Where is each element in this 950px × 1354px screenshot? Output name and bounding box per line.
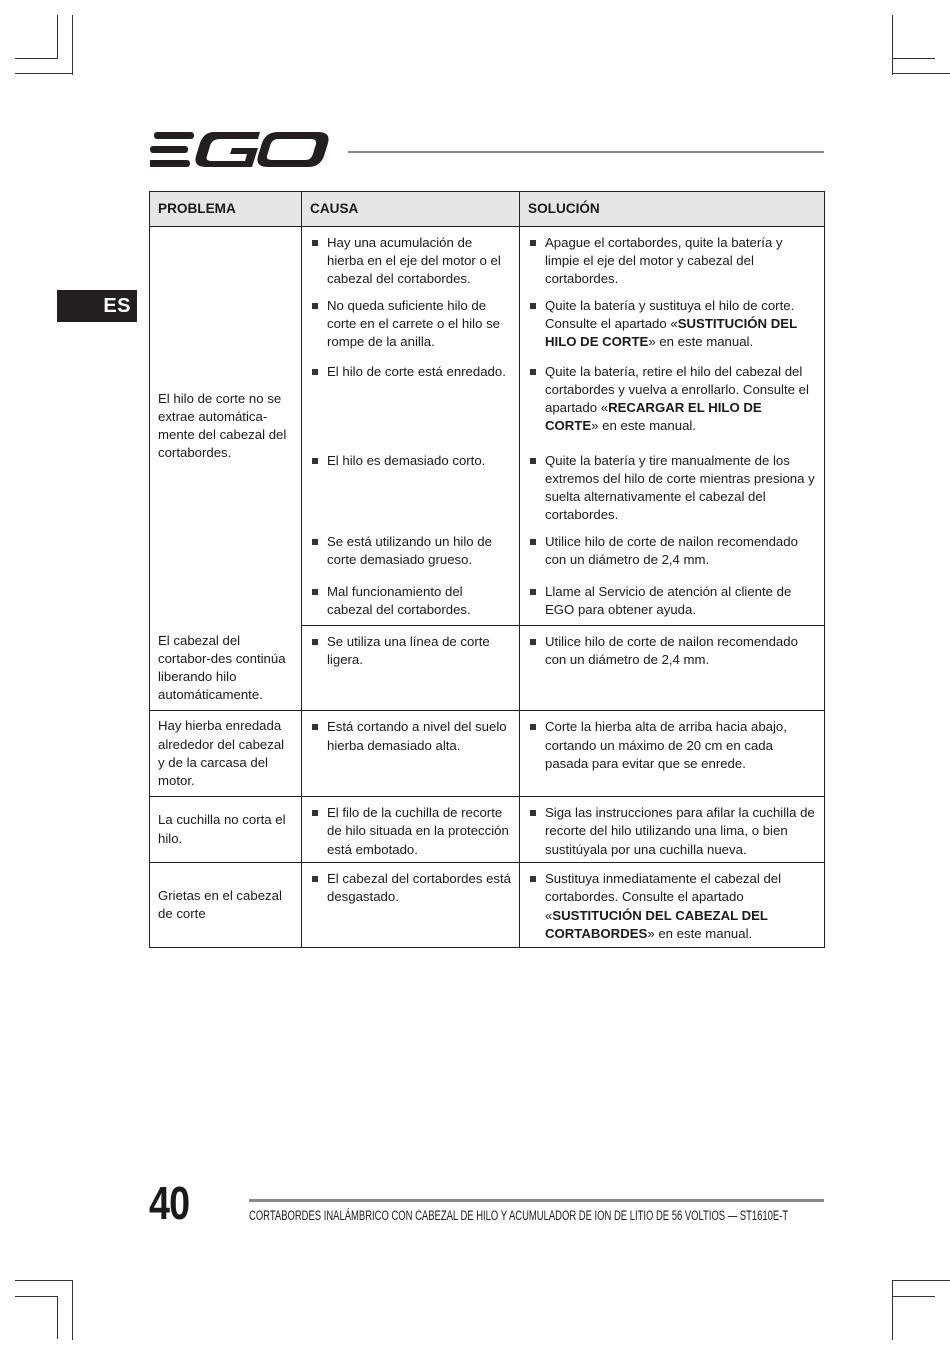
bullet-icon [530,639,536,645]
bullet-icon [530,369,536,375]
language-tab: ES [57,290,137,322]
bullet-icon [312,876,318,882]
solution-item [528,583,816,619]
solution-text [545,363,816,436]
cause-cell [302,227,520,294]
solution-cell [520,294,825,360]
cause-cell [302,626,520,711]
bullet-icon [312,810,318,816]
cause-cell [302,578,520,626]
problem-cell: El cabezal del cortabor-des continúa liberando hilo automáticamente. [150,626,302,711]
table-row [150,227,825,294]
problem-cell: La cuchilla no corta el hilo. [150,797,302,863]
crop-mark [892,1280,950,1281]
cause-text: No queda suficiente hilo de corte en el carrete o el hilo se rompe de la anilla. [327,297,500,349]
crop-mark [72,15,73,75]
table-row [150,863,825,948]
cause-cell [302,360,520,445]
footer-title: CORTABORDES INALÁMBRICO CON CABEZAL DE HILO Y ACUMULADOR DE ION DE LITIO DE 56 VOLTIOS — ST1610E-T [249,1208,789,1223]
bullet-icon [312,639,318,645]
cause-cell [302,711,520,797]
section-reference: SUSTITUCIÓN DEL CABEZAL DEL CORTABORDES [545,907,768,941]
crop-mark [15,1280,73,1281]
bullet-icon [312,589,318,595]
crop-mark [57,1296,58,1339]
cause-item [310,804,511,859]
bullet-icon [312,240,318,246]
solution-item [528,533,816,569]
solution-cell [520,626,825,711]
solution-text-part: Apague el cortabordes, quite la batería y limpie el eje del motor y cabezal del cortabordes. [545,235,783,287]
solution-text-part: Corte la hierba alta de arriba hacia abajo, cortando un máximo de 20 cm en cada pasada para evitar que se enrede. [545,719,787,771]
cause-item [310,870,511,906]
cause-text: El hilo de corte está enredado. [327,363,506,379]
column-header-solution: SOLUCIÓN [520,192,825,227]
solution-text-part: » en este manual. [648,333,754,349]
table-row [150,626,825,711]
footer-rule [249,1199,824,1202]
bullet-icon [312,458,318,464]
header-rule [348,151,824,153]
solution-cell [520,797,825,863]
solution-text [545,583,816,619]
table-body [150,227,825,948]
solution-text-part: » en este manual. [647,925,753,941]
bullet-icon [312,724,318,730]
solution-text-part: Quite la batería y tire manualmente de los extremos del hilo de corte mientras presiona y suelta alternativamente el cabezal del cortabordes. [545,452,815,523]
solution-cell [520,445,825,530]
cause-cell [302,797,520,863]
solution-text [545,718,816,773]
solution-item [528,234,816,289]
solution-item [528,870,816,943]
solution-text-part: Quite la batería, retire el hilo del cabezal del cortabordes y vuelva a enrollarlo. Consulte el apartado « [545,363,809,415]
solution-text-part: Sustituya inmediatamente el cabezal del cortabordes. Consulte el apartado « [545,871,782,923]
crop-mark [892,1296,935,1297]
solution-cell [520,863,825,948]
table-header-row [150,192,825,227]
cause-text: Mal funcionamiento del cabezal del cortabordes. [327,583,471,617]
cause-item [310,583,511,619]
solution-item [528,363,816,436]
solution-text-part: Utilice hilo de corte de nailon recomendado con un diámetro de 2,4 mm. [545,634,798,668]
cause-item [310,452,511,470]
solution-text-part: Siga las instrucciones para afilar la cuchilla de recorte del hilo utilizando una lima, o bien sustitúyala por una cuchilla nueva. [545,805,815,857]
solution-text-part: Utilice hilo de corte de nailon recomendado con un diámetro de 2,4 mm. [545,533,798,567]
crop-mark [57,15,58,58]
cause-item [310,363,511,381]
bullet-icon [530,458,536,464]
page-number: 40 [149,1177,190,1229]
table-row [150,797,825,863]
solution-item [528,804,816,859]
solution-item [528,718,816,773]
solution-item [528,297,816,352]
bullet-icon [530,876,536,882]
solution-cell [520,360,825,445]
solution-text-part: Quite la batería y sustituya el hilo de corte. Consulte el apartado « [545,297,795,331]
crop-mark [892,15,893,75]
cause-text: El cabezal del cortabordes está desgastado. [327,871,512,905]
crop-mark [15,1296,58,1297]
troubleshooting-table [149,191,825,948]
solution-text-part: Llame al Servicio de atención al cliente de EGO para obtener ayuda. [545,583,792,617]
bullet-icon [312,539,318,545]
problem-cell: Grietas en el cabezal de corte [150,863,302,948]
solution-cell [520,530,825,578]
crop-mark [892,73,950,74]
solution-text [545,633,816,669]
crop-mark [72,1280,73,1340]
solution-cell [520,578,825,626]
cause-text: Hay una acumulación de hierba en el eje del motor o el cabezal del cortabordes. [327,235,501,287]
cause-item [310,633,511,669]
cause-item [310,533,511,569]
column-header-problem: PROBLEMA [150,192,302,227]
cause-cell [302,445,520,530]
cause-text: Se está utilizando un hilo de corte demasiado grueso. [327,533,492,567]
bullet-icon [530,539,536,545]
table-row [150,711,825,797]
bullet-icon [312,369,318,375]
solution-text [545,234,816,289]
cause-item [310,234,511,289]
cause-text: Está cortando a nivel del suelo hierba demasiado alta. [327,719,507,753]
crop-mark [892,1280,893,1340]
cause-cell [302,530,520,578]
solution-cell [520,227,825,294]
solution-item [528,633,816,669]
solution-text [545,452,816,525]
solution-cell [520,711,825,797]
cause-item [310,718,511,754]
bullet-icon [530,240,536,246]
cause-item [310,297,511,352]
cause-text: El hilo es demasiado corto. [327,452,486,468]
cause-text: El filo de la cuchilla de recorte de hilo situada en la protección está embotado. [327,805,509,857]
solution-text [545,804,816,859]
bullet-icon [312,303,318,309]
crop-mark [15,58,58,59]
column-header-cause: CAUSA [302,192,520,227]
section-reference: SUSTITUCIÓN DEL HILO DE CORTE [545,315,797,349]
solution-item [528,452,816,525]
problem-cell: Hay hierba enredada alrededor del cabezal y de la carcasa del motor. [150,711,302,797]
crop-mark [892,58,935,59]
bullet-icon [530,303,536,309]
solution-text [545,870,816,943]
ego-logo [150,128,330,172]
solution-text [545,533,816,569]
solution-text [545,297,816,352]
problem-cell: El hilo de corte no se extrae automática-mente del cabezal del cortabordes. [150,227,302,626]
cause-cell [302,294,520,360]
cause-text: Se utiliza una línea de corte ligera. [327,634,490,668]
section-reference: RECARGAR EL HILO DE CORTE [545,399,762,434]
crop-mark [15,73,73,74]
cause-cell [302,863,520,948]
bullet-icon [530,589,536,595]
bullet-icon [530,724,536,730]
solution-text-part: » en este manual. [591,418,696,434]
bullet-icon [530,810,536,816]
